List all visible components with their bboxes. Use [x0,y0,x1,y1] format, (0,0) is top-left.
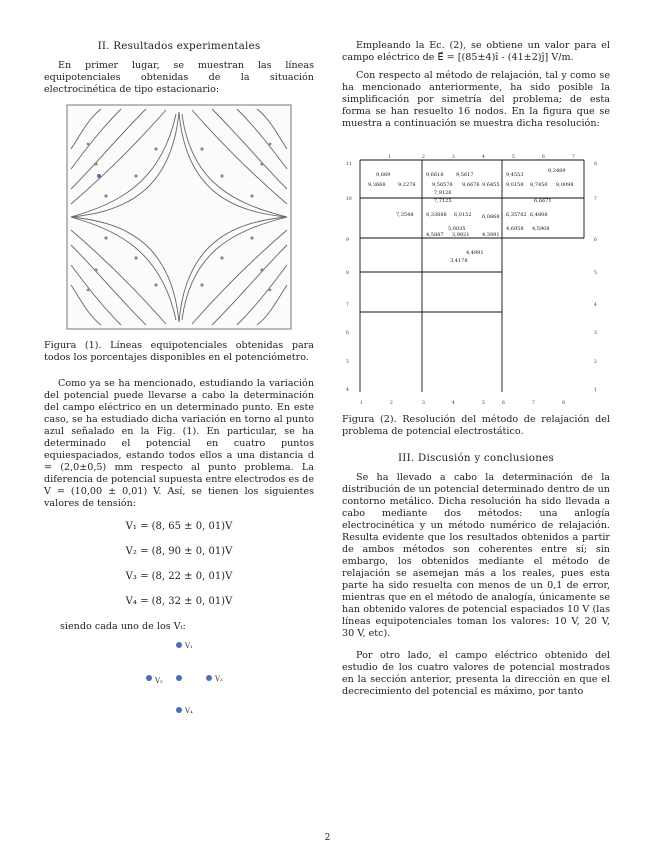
svg-text:6,35782: 6,35782 [506,212,527,218]
svg-text:4,3891: 4,3891 [482,232,500,238]
page-number: 2 [324,833,331,843]
svg-text:5: 5 [482,401,485,406]
svg-text:4: 4 [346,388,349,393]
svg-text:4,5887: 4,5887 [426,232,444,238]
svg-text:8: 8 [562,401,565,406]
intro-paragraph: En primer lugar, se muestran las líneas equipotenciales obtenidas de la situación electrocinética de tipo estacionario: [44,60,314,95]
svg-text:9,6618: 9,6618 [426,172,444,178]
svg-text:9,6455: 9,6455 [482,182,500,188]
equation-v2: V₂ = (8, 90 ± 0, 01)V [125,546,233,557]
svg-text:6,0152: 6,0152 [454,212,472,218]
svg-text:10: 10 [346,197,352,202]
svg-text:8,33888: 8,33888 [426,212,447,218]
left-column [44,40,314,717]
svg-text:1: 1 [388,155,391,160]
svg-text:3: 3 [452,155,455,160]
svg-text:2: 2 [390,401,393,406]
right-column [342,40,610,704]
svg-text:V₃: V₃ [215,675,223,683]
svg-text:9,3668: 9,3668 [368,182,386,188]
svg-text:8,7456: 8,7456 [530,182,548,188]
svg-text:4,5908: 4,5908 [532,226,550,232]
svg-text:3: 3 [594,331,597,336]
section-title-results: II. Resultados experimentales [97,40,261,52]
svg-text:9,2278: 9,2278 [398,182,416,188]
svg-text:7,3548: 7,3548 [396,212,414,218]
tail-text: siendo cada uno de los Vᵢ: [60,621,186,632]
svg-text:6: 6 [502,401,505,406]
svg-text:3,9821: 3,9821 [452,232,470,238]
svg-text:4: 4 [594,303,597,308]
svg-text:7: 7 [346,303,349,308]
svg-text:9,669: 9,669 [376,172,391,178]
svg-text:8: 8 [346,271,349,276]
relaxation-grid-figure [342,138,610,408]
svg-text:9,4553: 9,4553 [506,172,524,178]
figure1-caption: Figura (1). Líneas equipotenciales obtenidas para todos los porcentajes disponibles en el potenciómetro. [44,340,314,363]
problem-point-marker [97,174,101,178]
svg-text:2: 2 [594,360,597,365]
equipotential-lines-figure [66,104,292,330]
svg-text:V₄: V₄ [185,707,193,715]
svg-text:6,0868: 6,0868 [482,214,500,220]
discussion-paragraph-2: Por otro lado, el campo eléctrico obtenido del estudio de los cuatro valores de potencial mostrados en la sección anterior, presenta la dirección en que el decrecimiento del potencial es máximo, por tanto [342,650,610,697]
field-result-paragraph: Empleando la Ec. (2), se obtiene un valor para el campo eléctrico de E⃗ = [(85±4)î - (41±2)ĵ] V/m. [342,40,610,63]
equation-v3: V₃ = (8, 22 ± 0, 01)V [125,571,233,582]
svg-text:8: 8 [594,162,597,167]
svg-text:7: 7 [572,155,575,160]
svg-text:4,4991: 4,4991 [466,250,484,256]
svg-text:4: 4 [452,401,455,406]
point-layout-diagram [119,635,239,717]
equation-v4: V₄ = (8, 32 ± 0, 01)V [125,596,233,607]
svg-text:7: 7 [594,197,597,202]
svg-text:V₂: V₂ [155,677,163,685]
svg-text:6: 6 [594,238,597,243]
svg-text:3,4178: 3,4178 [450,258,468,264]
svg-text:6: 6 [542,155,545,160]
svg-text:7,9126: 7,9126 [434,190,452,196]
svg-text:6: 6 [346,331,349,336]
svg-text:9,5617: 9,5617 [456,172,474,178]
relaxation-paragraph: Con respecto al método de relajación, tal y como se ha mencionado anteriormente, ha sido posible la simplificación por simetría del problema; de esta forma se han resuelto 16 nodos. En la figura que se muestra a continuación se muestra dicha resolución: [342,70,610,129]
svg-text:9,2489: 9,2489 [548,168,566,174]
body-paragraph: Como ya se ha mencionado, estudiando la variación del potencial puede llevarse a cabo la determinación del campo eléctrico en un determinado punto. En este caso, se ha estudiado dicha variación en torno al punto azul señalado en la Fig. (1). En particular, se ha determinado el potencial en cuatro puntos equiespaciados, estando todos ellos a una distancia d = (2,0±0,5) mm respecto al punto problema. La diferencia de potencial supuesta entre electrodos es de V = (10,00 ± 0,01) V. Así, se tienen los siguientes valores de tensión: [44,378,314,509]
svg-text:5: 5 [594,271,597,276]
svg-text:4,6958: 4,6958 [506,226,524,232]
svg-text:1: 1 [594,388,597,393]
svg-text:9,0158: 9,0158 [506,182,524,188]
svg-text:11: 11 [346,162,352,167]
svg-text:1: 1 [360,401,363,406]
svg-text:6,6671: 6,6671 [534,198,552,204]
svg-text:5: 5 [346,360,349,365]
section-title-discussion: III. Discusión y conclusiones [398,452,554,464]
svg-text:8,0098: 8,0098 [556,182,574,188]
svg-text:9,6676: 9,6676 [462,182,480,188]
discussion-paragraph-1: Se ha llevado a cabo la determinación de la distribución de un potencial determinado dentro de un contorno metálico. Dicha resolución ha sido llevada a cabo mediante dos métodos: una anlogía electrocinética y un método numérico de relajación. Resulta evidente que los resultados obtenidos a partir de ambos métodos son coherentes entre sí; sin embargo, los obtenidos mediante el método de relajación se asemejan más a los reales, pues esta parte ha sido resuelta con menos de un 0,1 de error, mientras que en el método de analogía, únicamente se han obtenido valores de potencial espaciados 10 V (las líneas equipotenciales toman los valores: 10 V, 20 V, 30 V, etc). [342,472,610,639]
equation-v1: V₁ = (8, 65 ± 0, 01)V [125,521,233,532]
svg-text:5,0035: 5,0035 [448,226,466,232]
svg-text:9,56578: 9,56578 [432,182,453,188]
svg-text:6,4808: 6,4808 [530,212,548,218]
figure2-caption: Figura (2). Resolución del método de relajación del problema de potencial electrostático. [342,414,610,437]
svg-text:9: 9 [346,238,349,243]
svg-text:4: 4 [482,155,485,160]
svg-text:2: 2 [422,155,425,160]
svg-text:7,7125: 7,7125 [434,198,452,204]
svg-text:V₁: V₁ [185,642,193,650]
svg-text:3: 3 [422,401,425,406]
svg-text:5: 5 [512,155,515,160]
svg-text:7: 7 [532,401,535,406]
